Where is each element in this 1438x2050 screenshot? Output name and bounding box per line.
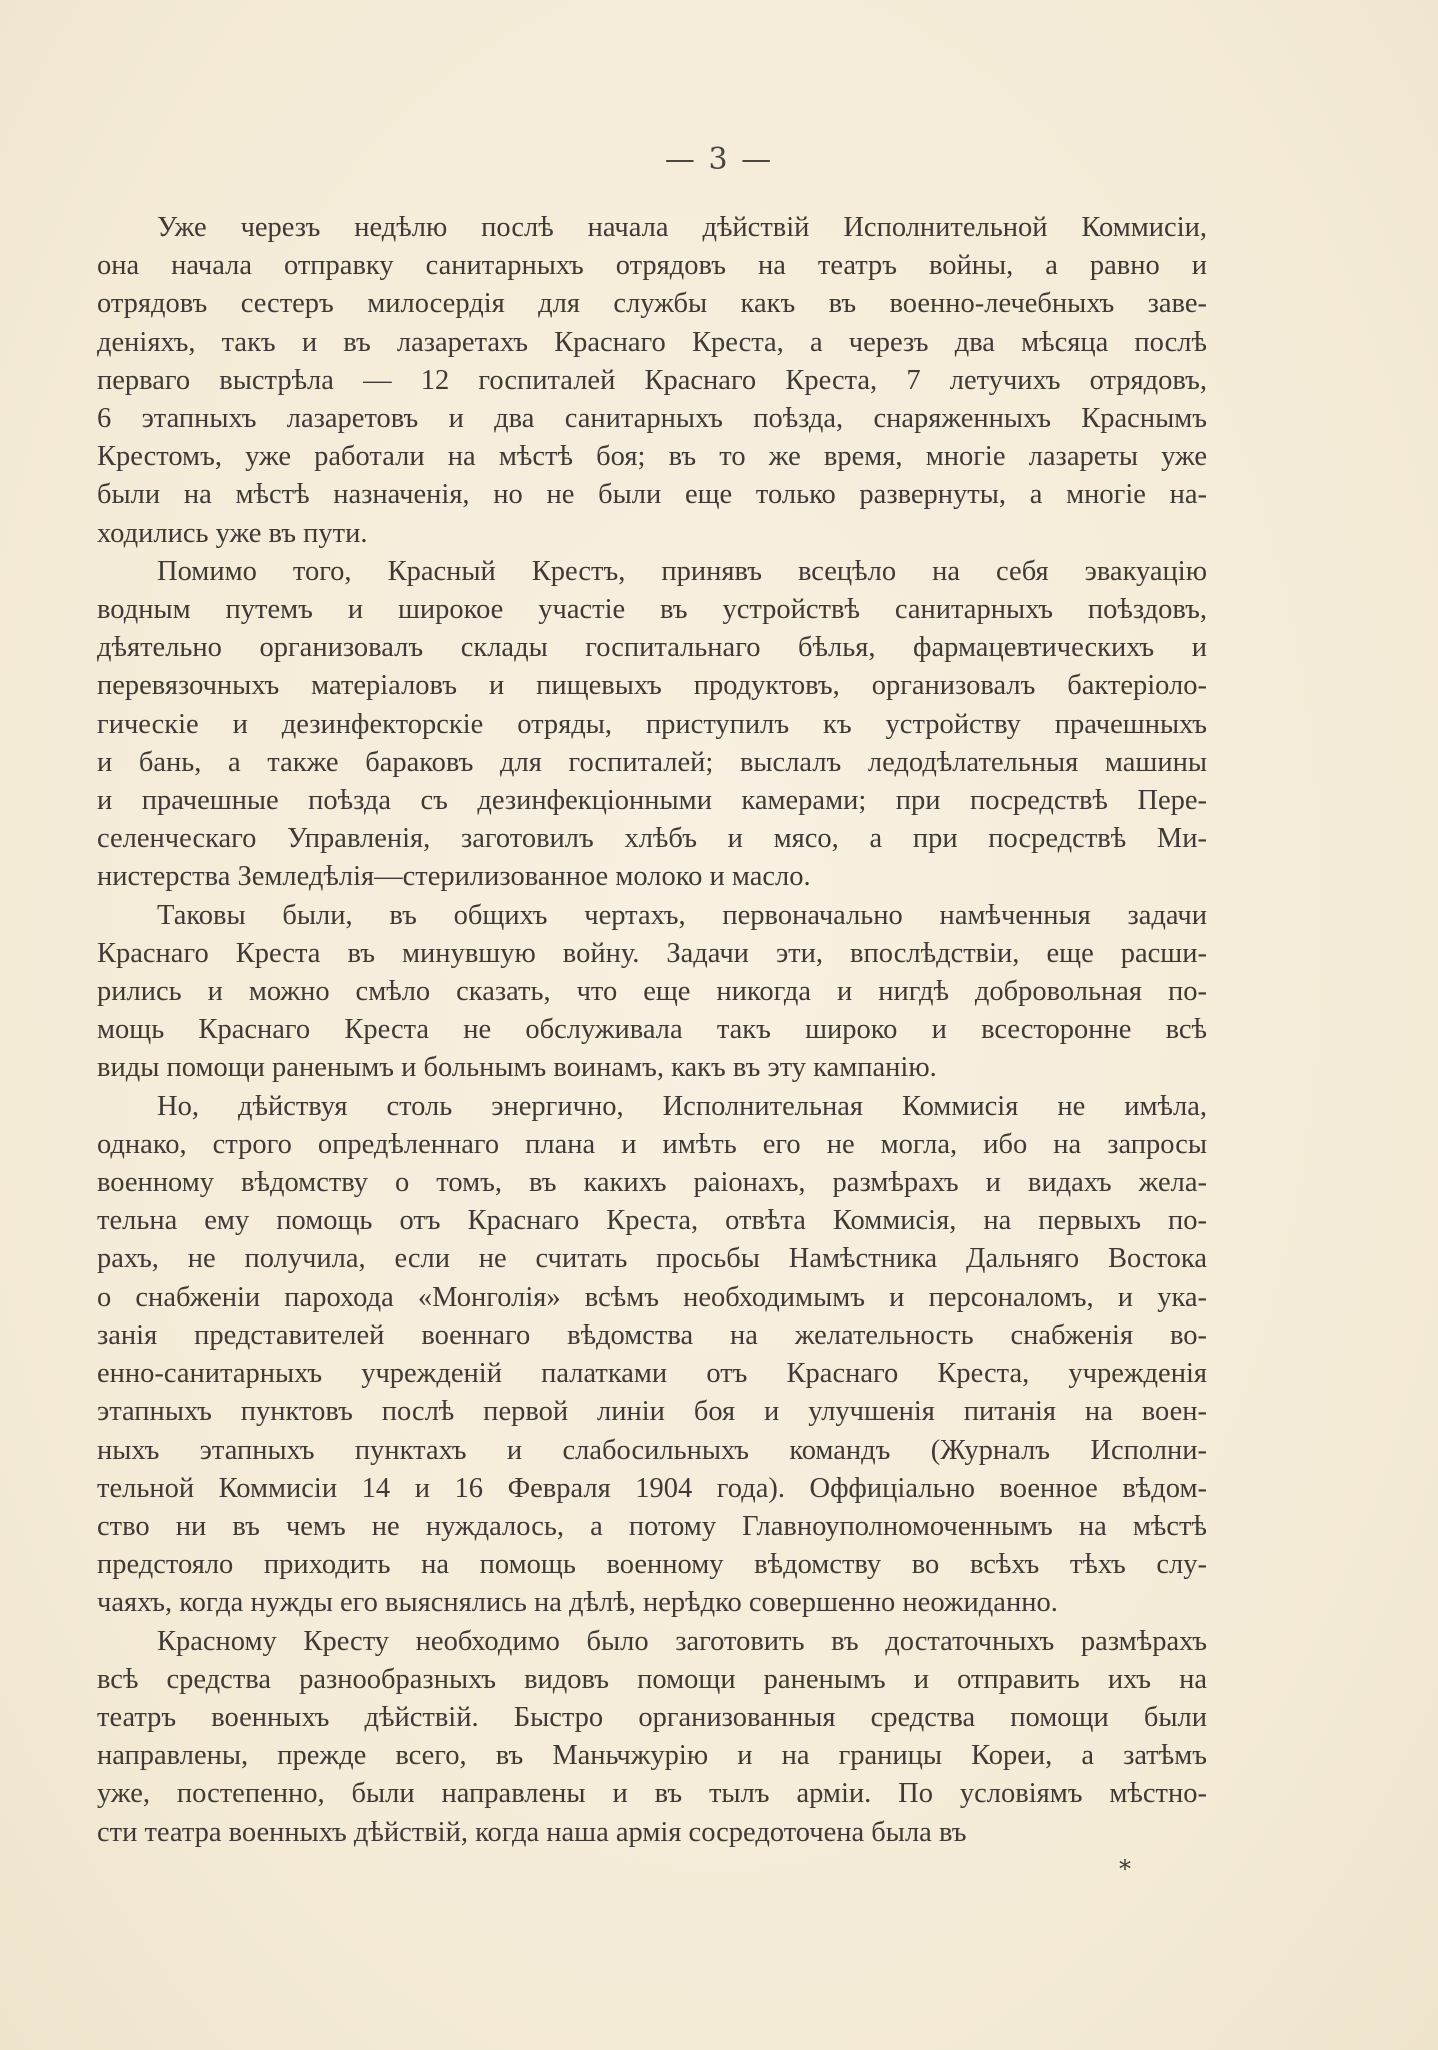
text-line: и бань, а также бараковъ для госпиталей; выслалъ ледодѣлательныя машины	[97, 746, 1207, 778]
text-line: 6 этапныхъ лазаретовъ и два санитарныхъ поѣзда, снаряженныхъ Краснымъ	[97, 403, 1207, 435]
text-line: селенческаго Управленія, заготовилъ хлѣбъ и мясо, а при посредствѣ Ми-	[97, 823, 1207, 855]
text-line: тельной Коммисіи 14 и 16 Февраля 1904 года). Оффиціально военное вѣдом-	[97, 1472, 1207, 1504]
text-line: енно-санитарныхъ учрежденій палатками отъ Краснаго Креста, учрежденія	[97, 1358, 1207, 1390]
text-line: перевязочныхъ матеріаловъ и пищевыхъ продуктовъ, организовалъ бактеріоло-	[97, 670, 1207, 702]
page-number: — 3 —	[664, 142, 774, 177]
text-line: отрядовъ сестеръ милосердія для службы какъ въ военно-лечебныхъ заве-	[97, 288, 1207, 320]
text-line: гическіе и дезинфекторскіе отряды, приступилъ къ устройству прачешныхъ	[97, 708, 1207, 740]
text-line: Краснаго Креста въ минувшую войну. Задачи эти, впослѣдствіи, еще расши-	[97, 937, 1207, 969]
text-line: рахъ, не получила, если не считать просьбы Намѣстника Дальняго Востока	[97, 1243, 1207, 1275]
text-line: чаяхъ, когда нужды его выяснялись на дѣлѣ, нерѣдко совершенно неожиданно.	[97, 1587, 1058, 1619]
text-line: уже, постепенно, были направлены и въ тылъ арміи. По условіямъ мѣстно-	[97, 1778, 1207, 1810]
text-line: Уже черезъ недѣлю послѣ начала дѣйствій Исполнительной Коммисіи,	[157, 212, 1207, 243]
paragraph	[97, 553, 1207, 897]
paragraph	[97, 897, 1207, 1088]
text-line: тельна ему помощь отъ Краснаго Креста, отвѣта Коммисія, на первыхъ по-	[97, 1205, 1207, 1237]
text-line: предстояло приходить на помощь военному вѣдомству во всѣхъ тѣхъ слу-	[97, 1549, 1207, 1581]
text-line: сти театра военныхъ дѣйствій, когда наша армія сосредоточена была въ	[97, 1816, 967, 1848]
text-line: Красному Кресту необходимо было заготовить въ достаточныхъ размѣрахъ	[157, 1625, 1207, 1657]
text-line: дѣятельно организовалъ склады госпитальнаго бѣлья, фармацевтическихъ и	[97, 632, 1207, 664]
text-line: водным путемъ и широкое участіе въ устройствѣ санитарныхъ поѣздовъ,	[97, 594, 1207, 626]
signature-mark: *	[1119, 1855, 1131, 1883]
text-line: Крестомъ, уже работали на мѣстѣ боя; въ то же время, многіе лазареты уже	[97, 441, 1207, 473]
text-line: ство ни въ чемъ не нуждалось, а потому Главноуполномоченнымъ на мѣстѣ	[97, 1510, 1207, 1542]
text-line: виды помощи раненымъ и больнымъ воинамъ, какъ въ эту кампанію.	[97, 1052, 937, 1084]
text-line: театръ военныхъ дѣйствій. Быстро организованныя средства помощи были	[97, 1701, 1207, 1733]
text-line: перваго выстрѣла — 12 госпиталей Краснаго Креста, 7 летучихъ отрядовъ,	[97, 364, 1207, 396]
body-text	[97, 209, 1207, 1852]
text-line: деніяхъ, такъ и въ лазаретахъ Краснаго Креста, а черезъ два мѣсяца послѣ	[97, 326, 1207, 358]
text-line: и прачешные поѣзда съ дезинфекціонными камерами; при посредствѣ Пере-	[97, 785, 1207, 817]
paragraph	[97, 209, 1207, 553]
text-line: однако, строго опредѣленнаго плана и имѣть его не могла, ибо на запросы	[97, 1128, 1207, 1160]
text-line: всѣ средства разнообразныхъ видовъ помощи раненымъ и отправить ихъ на	[97, 1663, 1207, 1695]
text-line: Помимо того, Красный Крестъ, принявъ всецѣло на себя эвакуацію	[157, 555, 1207, 587]
text-line: занія представителей военнаго вѣдомства на желательность снабженія во-	[97, 1319, 1207, 1351]
text-line: Но, дѣйствуя столь энергично, Исполнительная Коммисія не имѣла,	[157, 1090, 1207, 1122]
text-line: о снабженіи парохода «Монголія» всѣмъ необходимымъ и персоналомъ, и ука-	[97, 1281, 1207, 1313]
text-line: были на мѣстѣ назначенія, но не были еще только развернуты, а многіе на-	[97, 479, 1207, 511]
text-line: этапныхъ пунктовъ послѣ первой линіи боя и улучшенія питанія на воен-	[97, 1396, 1207, 1428]
text-line: военному вѣдомству о томъ, въ какихъ раіонахъ, размѣрахъ и видахъ жела-	[97, 1167, 1207, 1199]
text-line: направлены, прежде всего, въ Маньчжурію и на границы Кореи, а затѣмъ	[97, 1740, 1207, 1772]
text-line: Таковы были, въ общихъ чертахъ, первоначально намѣченныя задачи	[157, 899, 1207, 931]
paragraph	[97, 1088, 1207, 1623]
paragraph	[97, 1623, 1207, 1852]
text-line: мощь Краснаго Креста не обслуживала такъ широко и всесторонне всѣ	[97, 1014, 1207, 1046]
text-line: ходились уже въ пути.	[97, 517, 368, 549]
text-line: она начала отправку санитарныхъ отрядовъ на театръ войны, а равно и	[97, 250, 1207, 282]
text-line: рились и можно смѣло сказать, что еще никогда и нигдѣ добровольная по-	[97, 976, 1207, 1008]
text-line: нистерства Земледѣлія—стерилизованное молоко и масло.	[97, 861, 811, 893]
text-line: ныхъ этапныхъ пунктахъ и слабосильныхъ командъ (Журналъ Исполни-	[97, 1434, 1207, 1466]
